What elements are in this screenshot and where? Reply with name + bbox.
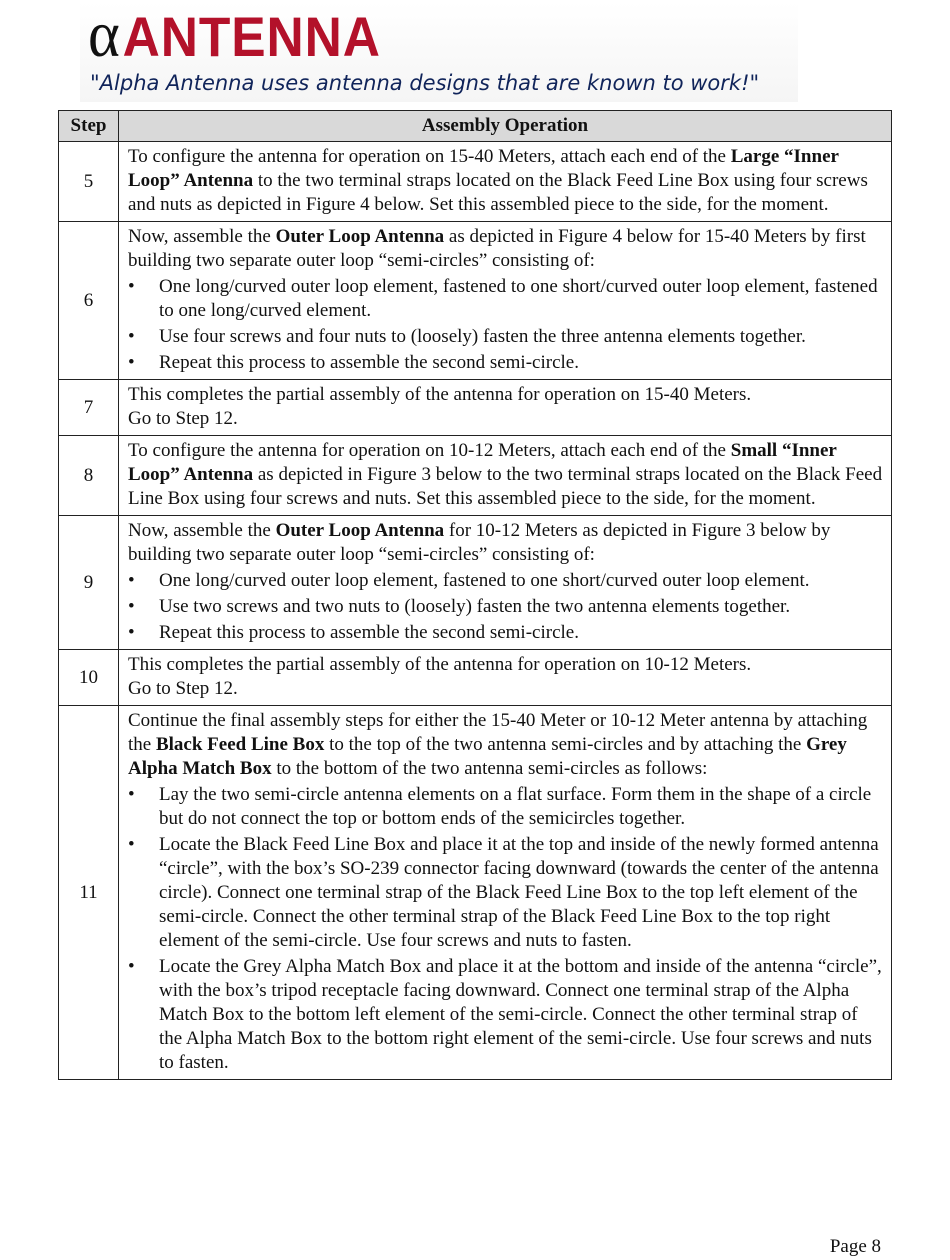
step-number: 10 [59,650,119,706]
operation-text [128,519,885,567]
step-column-header: Step [59,111,119,142]
operation-text: This completes the partial assembly of the antenna for operation on 15-40 Meters. [128,384,752,405]
logo-banner [80,2,798,102]
operation-cell [119,142,892,222]
list-item: • Lay the two semi-circle antenna elements on a flat surface. Form them in the shape of a circle but do not connect the top or bottom ends of the semicircles together. [128,783,885,831]
operation-cell [119,650,892,706]
table-row [59,380,892,436]
list-item: • Locate the Black Feed Line Box and place it at the top and inside of the newly formed antenna “circle”, with the box’s SO-239 connector facing downward (towards the center of the antenna circle). Connect one terminal strap of the Black Feed Line Box to the top left element of the semi-circle. Connect the other terminal strap of the Black Feed Line Box to the top right element of the semi-circle. Use four screws and nuts to fasten. [128,833,885,953]
assembly-table [58,110,892,1080]
operation-text [128,225,885,273]
page-number: Page 8 [829,1236,881,1257]
part-name: Outer Loop Antenna [275,520,445,541]
list-item: • Repeat this process to assemble the second semi-circle. [128,621,885,645]
go-to-step-text: Go to Step 12. [128,408,238,429]
step-number: 5 [59,142,119,222]
part-name: Black Feed Line Box [155,734,325,755]
text-segment: for 10-12 Meters as depicted in Figure 3 below by building two separate outer loop “semi-circles” consisting of: [128,520,831,565]
alpha-symbol: α [88,0,121,71]
text-segment: Continue the final assembly steps for either the 15-40 Meter or 10-12 Meter antenna by attaching the [128,710,868,755]
list-item: • Repeat this process to assemble the second semi-circle. [128,351,885,375]
step-number: 11 [59,706,119,1080]
operation-text [128,145,885,217]
go-to-step-text: Go to Step 12. [128,678,238,699]
text-segment: to the two terminal straps located on the Black Feed Line Box using four screws and nuts as depicted in Figure 4 below. Set this assembled piece to the side, for the moment. [128,170,868,215]
part-name: Outer Loop Antenna [275,226,445,247]
operation-cell [119,516,892,650]
operation-cell [119,222,892,380]
text-segment: To configure the antenna for operation on 15-40 Meters, attach each end of the [128,146,731,167]
list-item: • One long/curved outer loop element, fastened to one short/curved outer loop element. [128,569,885,593]
step-number: 8 [59,436,119,516]
part-name: Small “Inner Loop” Antenna [128,440,837,485]
list-item: • Locate the Grey Alpha Match Box and place it at the bottom and inside of the antenna “circle”, with the box’s tripod receptacle facing downward. Connect one terminal strap of the Alpha Match Box to the bottom left element of the semi-circle. Connect the other terminal strap of the Alpha Match Box to the bottom right element of the semi-circle. Use four screws and nuts to fasten. [128,955,885,1075]
list-item: • Use four screws and four nuts to (loosely) fasten the three antenna elements together. [128,325,885,349]
list-item: • Use two screws and two nuts to (loosely) fasten the two antenna elements together. [128,595,885,619]
list-item: • One long/curved outer loop element, fastened to one short/curved outer loop element, fastened to one long/curved element. [128,275,885,323]
step-number: 6 [59,222,119,380]
step-number: 9 [59,516,119,650]
text-segment: as depicted in Figure 3 below to the two terminal straps located on the Black Feed Line Box using four screws and nuts. Set this assembled piece to the side, for the moment. [128,464,883,509]
text-segment: to the top of the two antenna semi-circles and by attaching the [324,734,807,755]
table-row [59,516,892,650]
operation-text [128,709,885,781]
table-row [59,222,892,380]
operation-cell [119,380,892,436]
text-segment: as depicted in Figure 4 below for 15-40 Meters by first building two separate outer loop “semi-circles” consisting of: [128,226,866,271]
operation-cell [119,436,892,516]
text-segment: Now, assemble the [128,520,276,541]
bullet-list [128,569,885,645]
step-number: 7 [59,380,119,436]
operation-text: This completes the partial assembly of the antenna for operation on 10-12 Meters. [128,654,752,675]
logo-wordmark: ANTENNA [122,5,381,68]
company-logo [88,2,381,70]
text-segment: to the bottom of the two antenna semi-circles as follows: [271,758,708,779]
table-row [59,650,892,706]
operation-text [128,439,885,511]
part-name: Large “Inner Loop” Antenna [128,146,839,191]
text-segment: Now, assemble the [128,226,276,247]
operation-cell [119,706,892,1080]
part-name: Grey Alpha Match Box [128,734,847,779]
bullet-list [128,275,885,375]
text-segment: To configure the antenna for operation on 10-12 Meters, attach each end of the [128,440,731,461]
table-row [59,436,892,516]
table-row [59,142,892,222]
operation-column-header: Assembly Operation [119,111,892,142]
table-row [59,706,892,1080]
bullet-list [128,783,885,1075]
tagline: "Alpha Antenna uses antenna designs that are known to work!" [90,71,760,95]
table-header-row [59,111,892,142]
